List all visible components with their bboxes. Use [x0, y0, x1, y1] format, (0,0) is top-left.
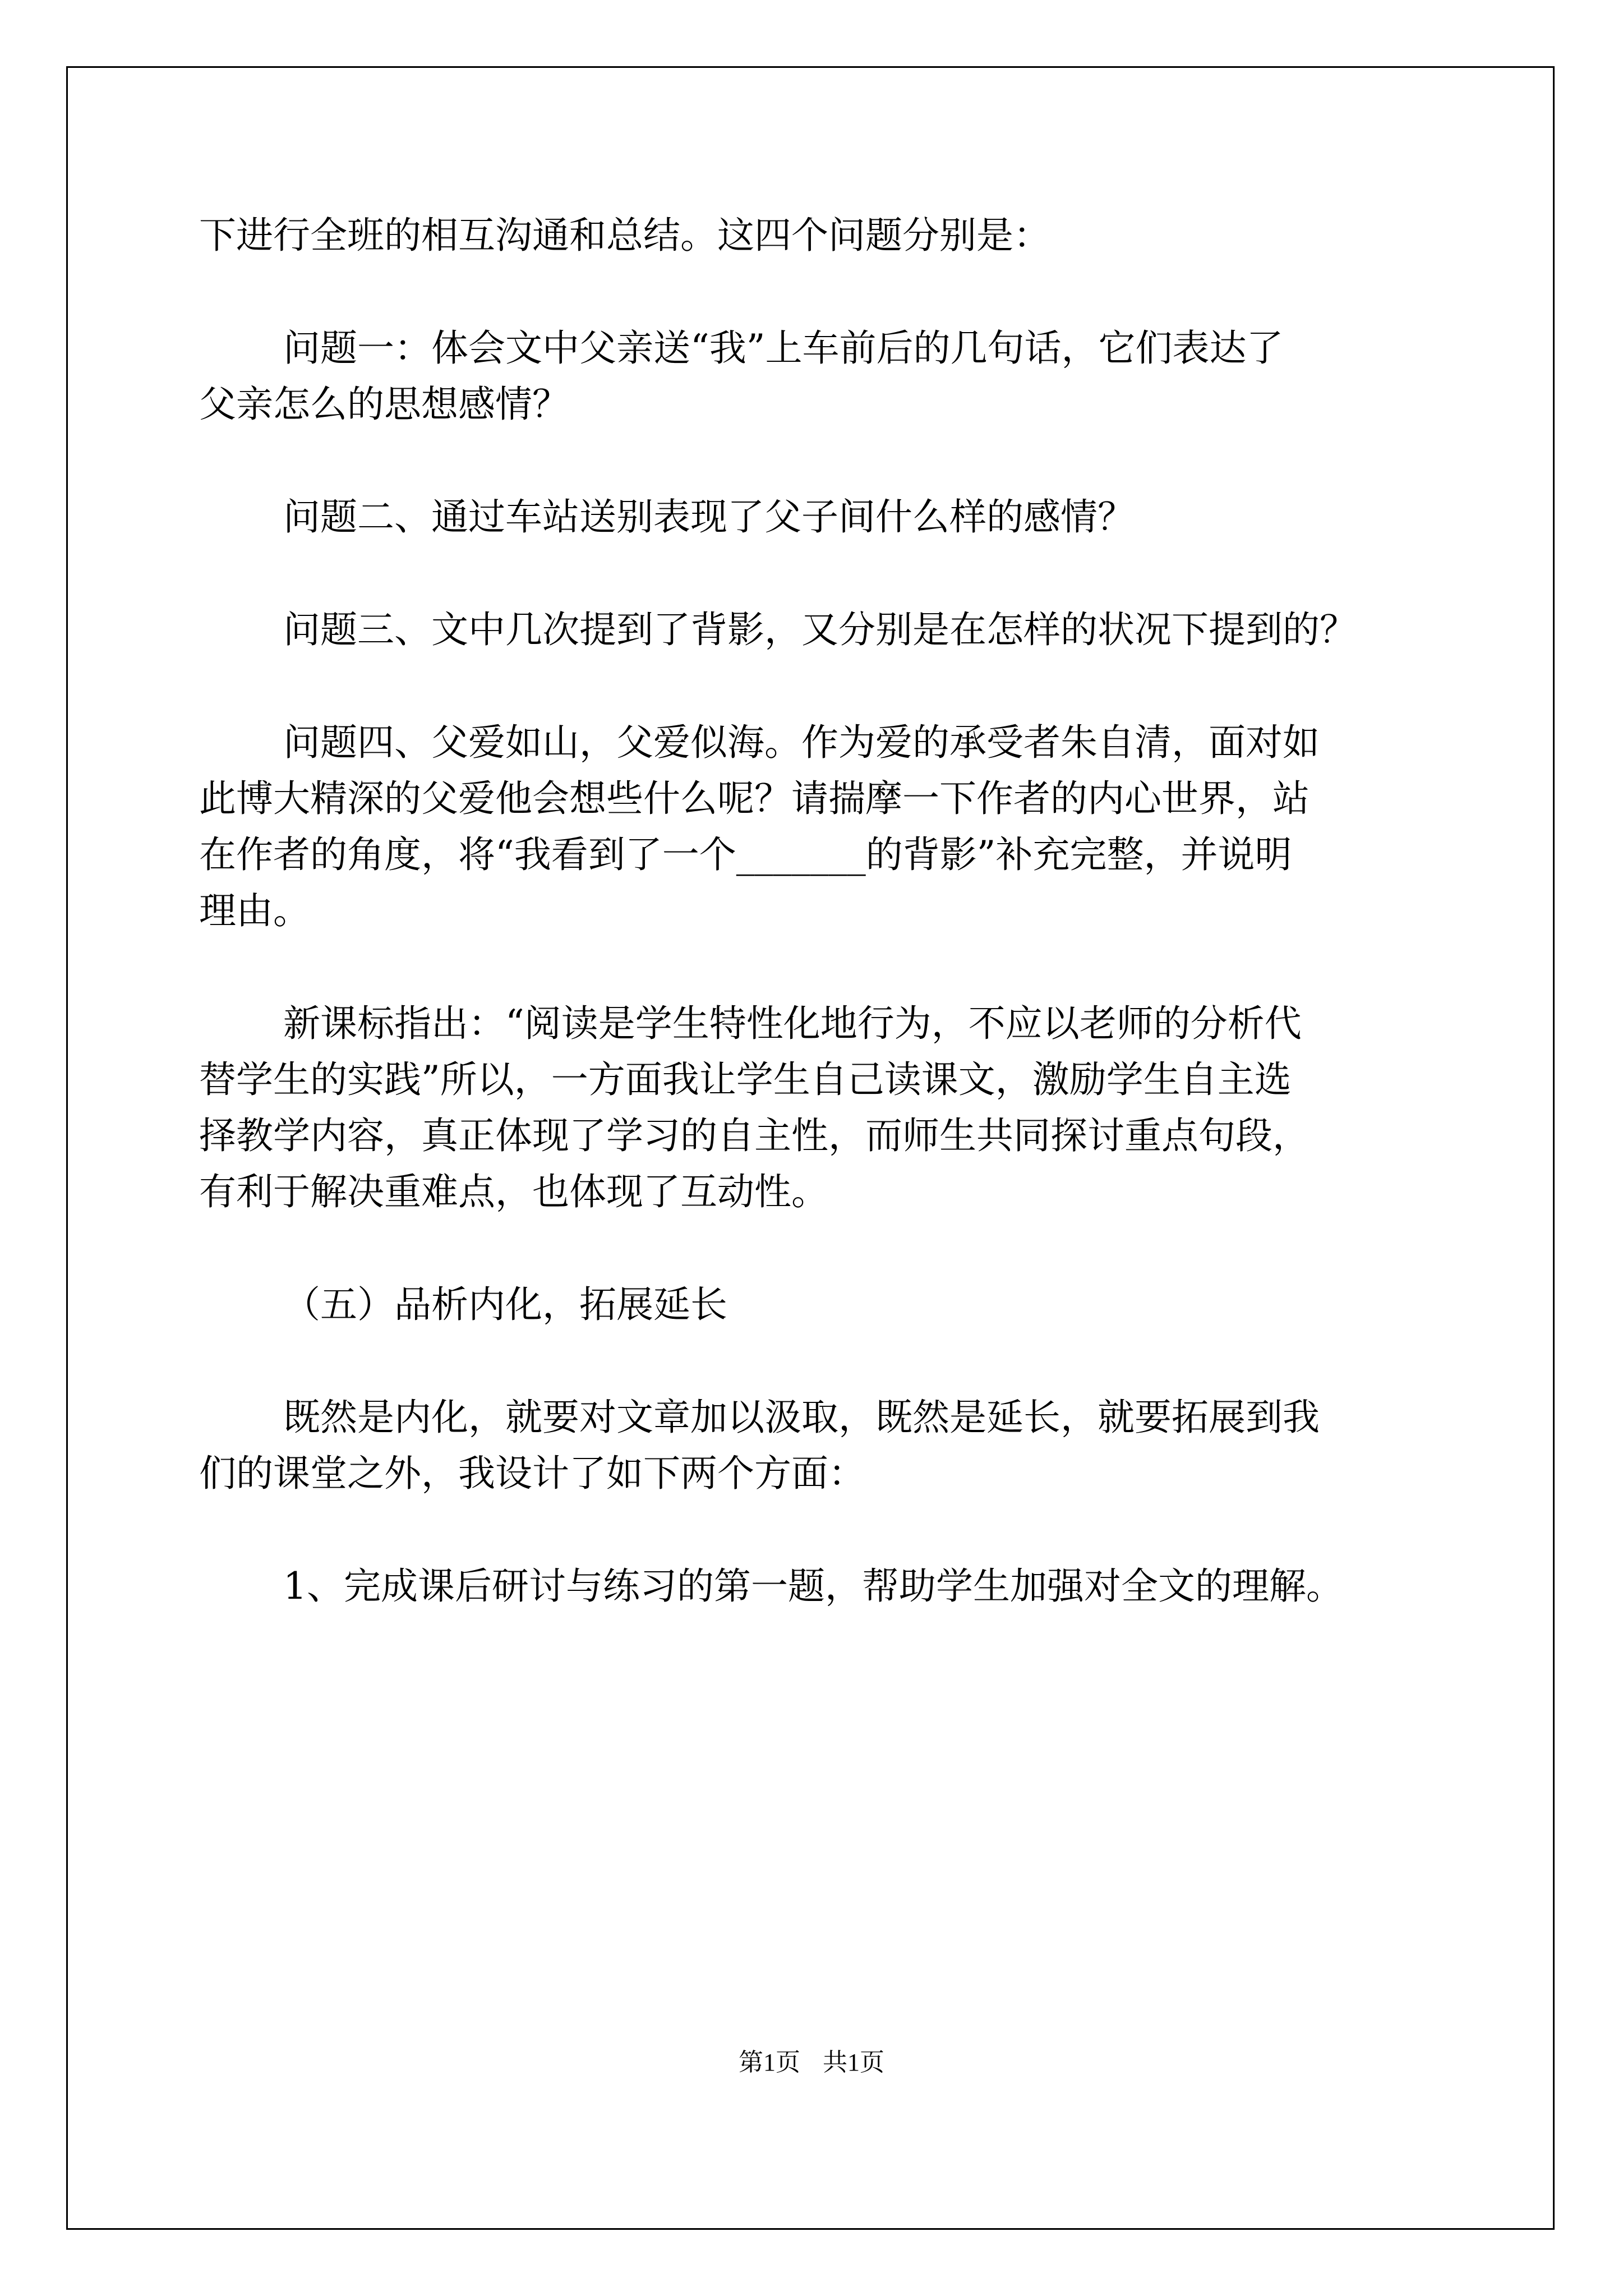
- text-line: 下进行全班的相互沟通和总结。这四个问题分别是：: [199, 214, 1050, 257]
- paragraph: [199, 1558, 1433, 1614]
- text-line: 问题四、父爱如山，父爱似海。作为爱的承受者朱自清，面对如: [283, 721, 1320, 764]
- paragraph: [199, 715, 1433, 939]
- page-footer: [0, 2049, 1623, 2077]
- text-line: 问题三、文中几次提到了背影，又分别是在怎样的状况下提到的？: [283, 608, 1357, 651]
- paragraph: [199, 489, 1433, 545]
- text-line: （五）品析内化，拓展延长: [283, 1283, 727, 1326]
- paragraph: [199, 602, 1433, 658]
- page-total: 共1页: [823, 2049, 884, 2076]
- text-line: 问题二、通过车站送别表现了父子间什么样的感情？: [283, 495, 1135, 539]
- document-body: [199, 208, 1433, 1671]
- text-line: 有利于解决重难点，也体现了互动性。: [199, 1170, 828, 1213]
- text-line: 新课标指出：“阅读是学生特性化地行为，不应以老师的分析代: [283, 1002, 1302, 1045]
- text-line: 此博大精深的父爱他会想些什么呢？请揣摩一下作者的内心世界，站: [199, 777, 1310, 820]
- text-line: 们的课堂之外，我设计了如下两个方面：: [199, 1452, 865, 1495]
- page-number: 第1页: [739, 2049, 800, 2076]
- text-line: 既然是内化，就要对文章加以汲取，既然是延长，就要拓展到我: [283, 1396, 1320, 1439]
- section-heading: [199, 1277, 1433, 1333]
- text-line: 问题一：体会文中父亲送“我”上车前后的几句话，它们表达了: [283, 326, 1284, 370]
- text-line: 父亲怎么的思想感情？: [199, 383, 569, 426]
- paragraph: [199, 320, 1433, 432]
- text-line: 替学生的实践”所以，一方面我让学生自己读课文，激励学生自主选: [199, 1058, 1292, 1101]
- paragraph: [199, 1389, 1433, 1502]
- paragraph: [199, 208, 1433, 264]
- text-line: 在作者的角度，将“我看到了一个_______的背影”补充完整，并说明: [199, 833, 1292, 876]
- text-line: 理由。: [199, 889, 310, 932]
- text-line: 择教学内容，真正体现了学习的自主性，而师生共同探讨重点句段，: [199, 1114, 1310, 1157]
- paragraph: [199, 996, 1433, 1220]
- text-line: 1、完成课后研讨与练习的第一题，帮助学生加强对全文的理解。: [283, 1565, 1343, 1608]
